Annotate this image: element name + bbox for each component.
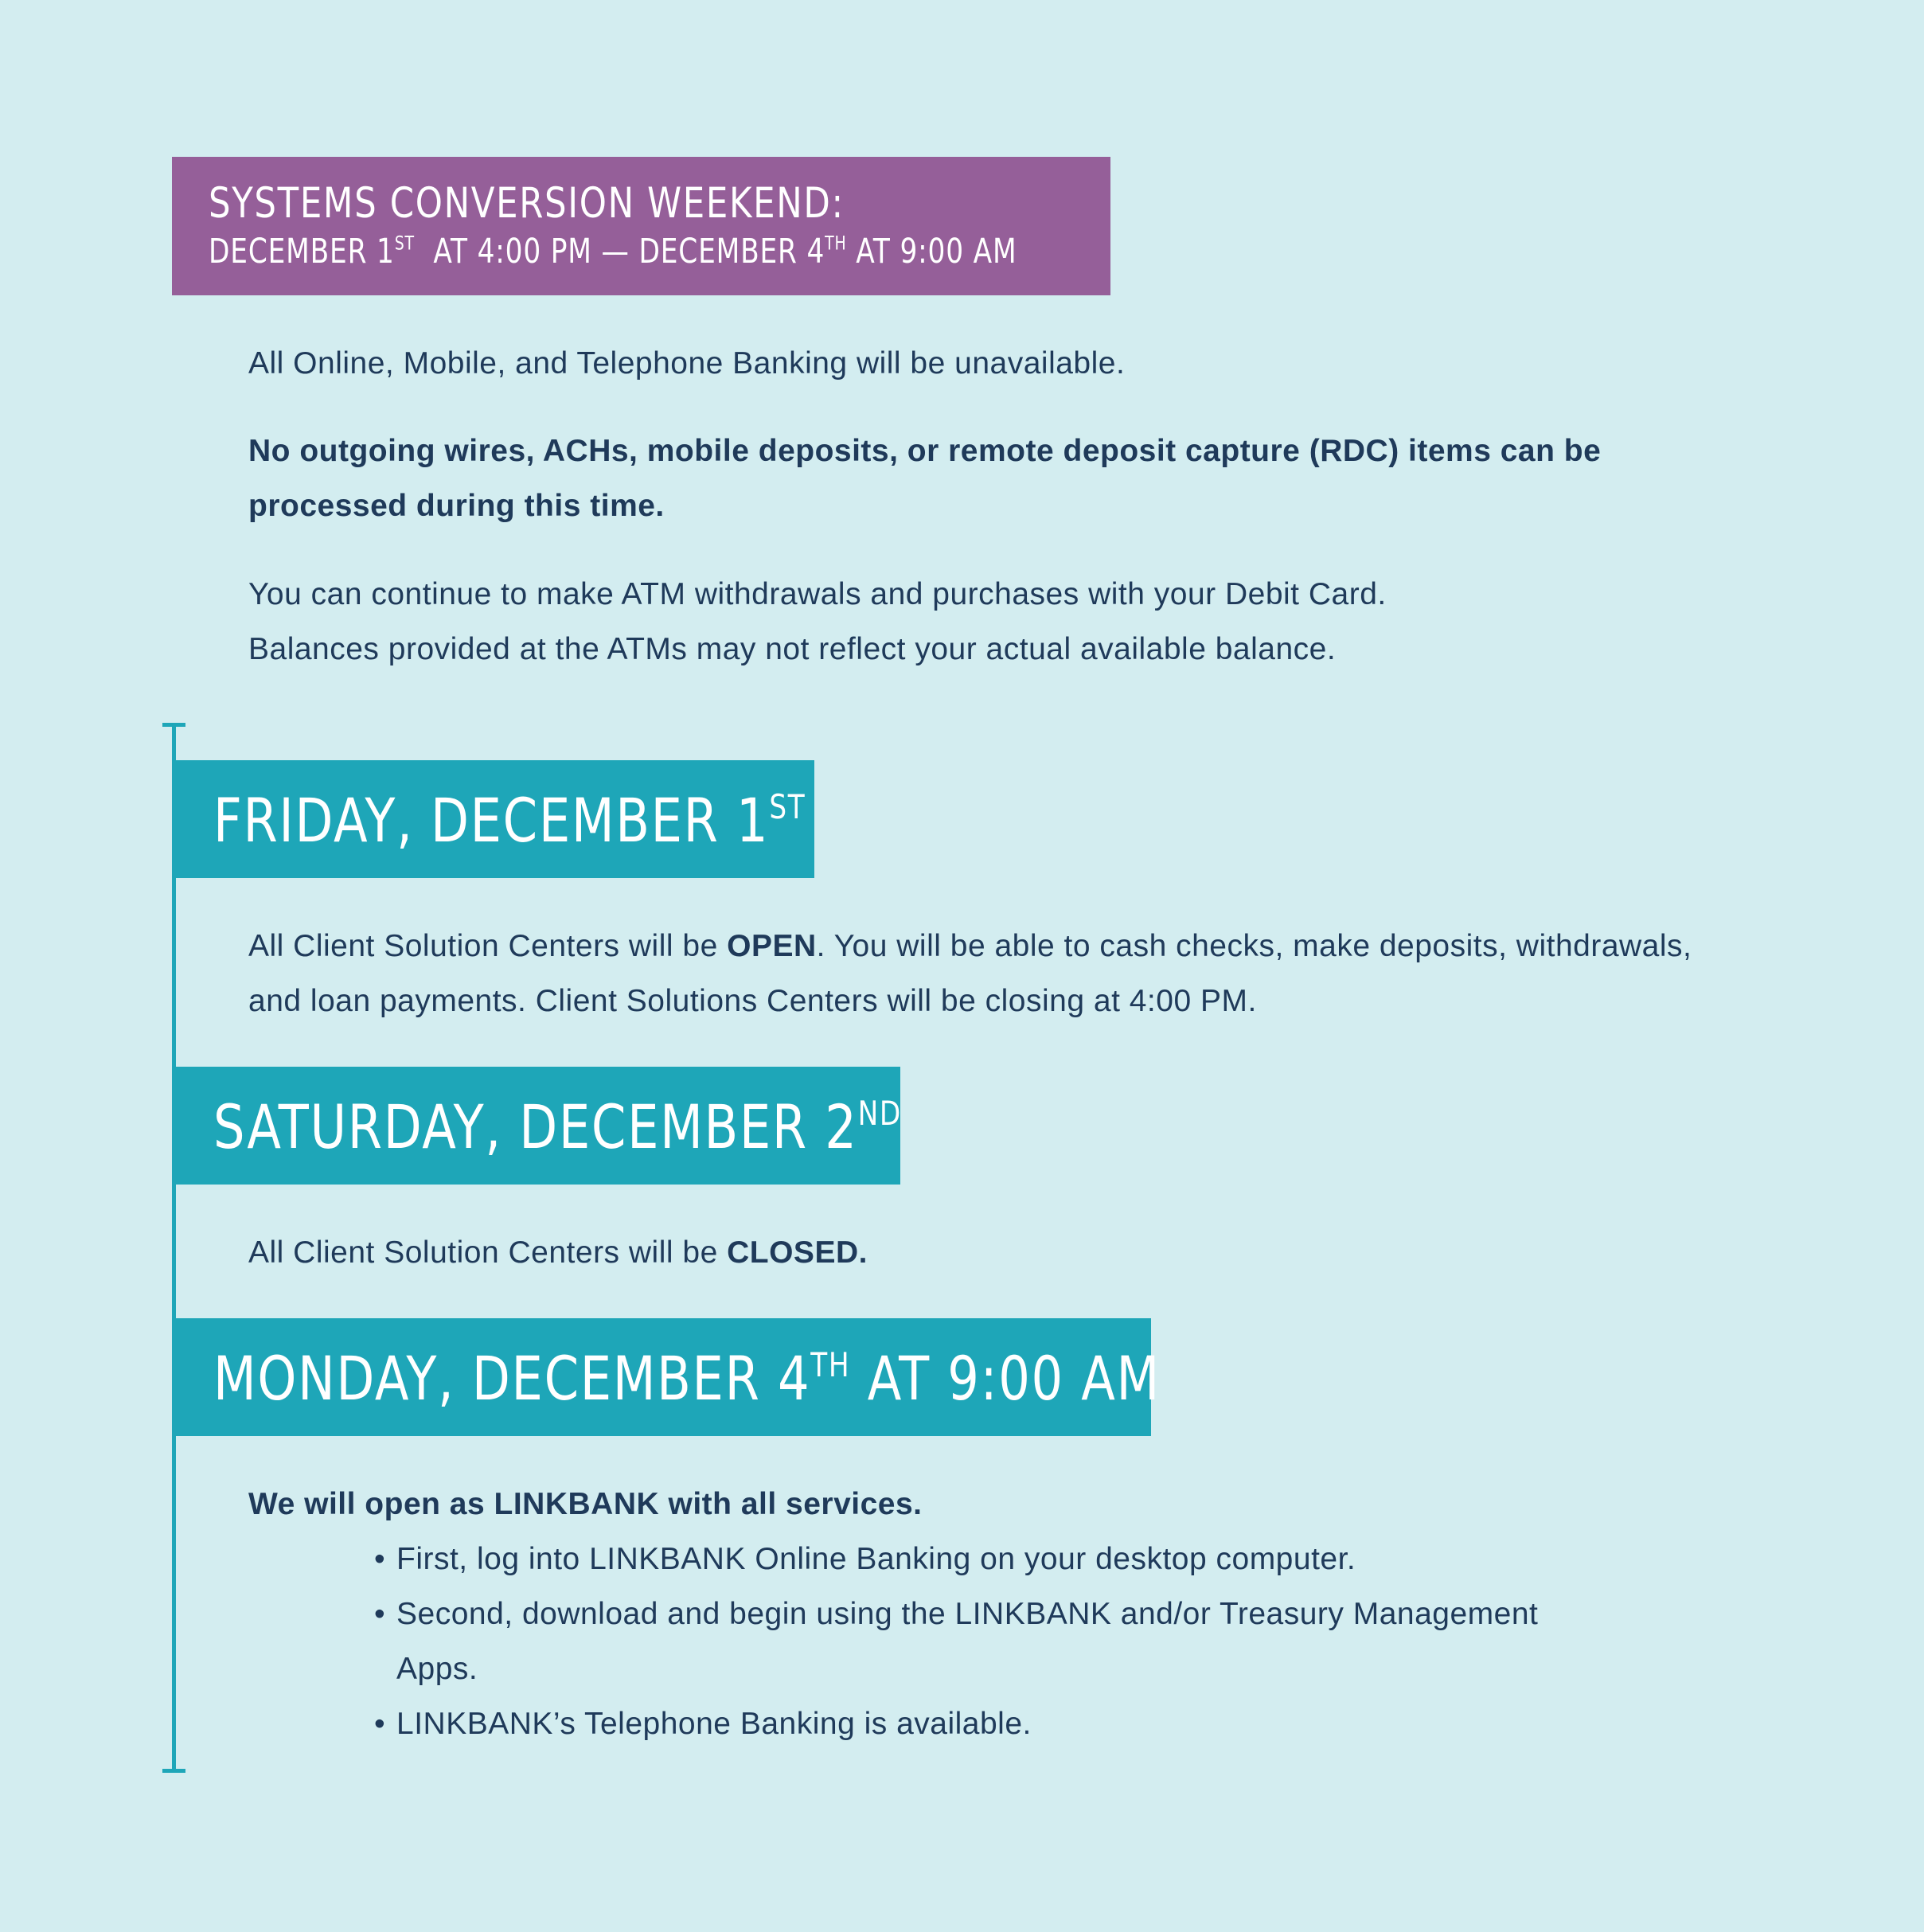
conversion-title: SYSTEMS CONVERSION WEEKEND: [209, 179, 845, 228]
timeline-tick-bottom [162, 1769, 185, 1773]
bullet-icon: • [374, 1707, 386, 1741]
timeline-tick-top [162, 723, 185, 727]
saturday-text: All Client Solution Centers will be CLOSED. [248, 1235, 868, 1270]
list-item: • First, log into LINKBANK Online Banking on your desktop computer. [374, 1532, 1568, 1587]
list-item: • Second, download and begin using the LINKBANK and/or Treasury Management Apps. [374, 1587, 1568, 1696]
conversion-date-range: DECEMBER 1ST AT 4:00 PM — DECEMBER 4TH AT 9:00 AM [209, 232, 1017, 271]
friday-text: All Client Solution Centers will be OPEN. You will be able to cash checks, make deposits, withdrawals, and loan payments. Client Solutions Centers will be closing at 4:00 PM. [248, 929, 1692, 1018]
intro-no-processing: No outgoing wires, ACHs, mobile deposits, or remote deposit capture (RDC) items can be processed during this time. [248, 434, 1602, 523]
bullet-icon: • [374, 1542, 386, 1576]
saturday-heading: SATURDAY, DECEMBER 2ND [172, 1067, 900, 1185]
monday-heading: MONDAY, DECEMBER 4TH AT 9:00 AM [172, 1318, 1151, 1436]
open-status: OPEN [727, 929, 817, 963]
list-item: • LINKBANK’s Telephone Banking is available. [374, 1696, 1568, 1751]
conversion-banner [172, 157, 1110, 295]
intro-atm-note: You can continue to make ATM withdrawals and purchases with your Debit Card. Balances provided at the ATMs may not reflect your actual available balance. [248, 577, 1387, 666]
intro-unavailable: All Online, Mobile, and Telephone Banking will be unavailable. [248, 346, 1126, 381]
closed-status: CLOSED. [727, 1235, 868, 1270]
bullet-icon: • [374, 1597, 386, 1631]
monday-lead: We will open as LINKBANK with all services. [248, 1487, 923, 1521]
monday-bullet-list [374, 1532, 1568, 1751]
timeline-line [172, 724, 176, 1773]
friday-heading: FRIDAY, DECEMBER 1ST [172, 760, 814, 878]
